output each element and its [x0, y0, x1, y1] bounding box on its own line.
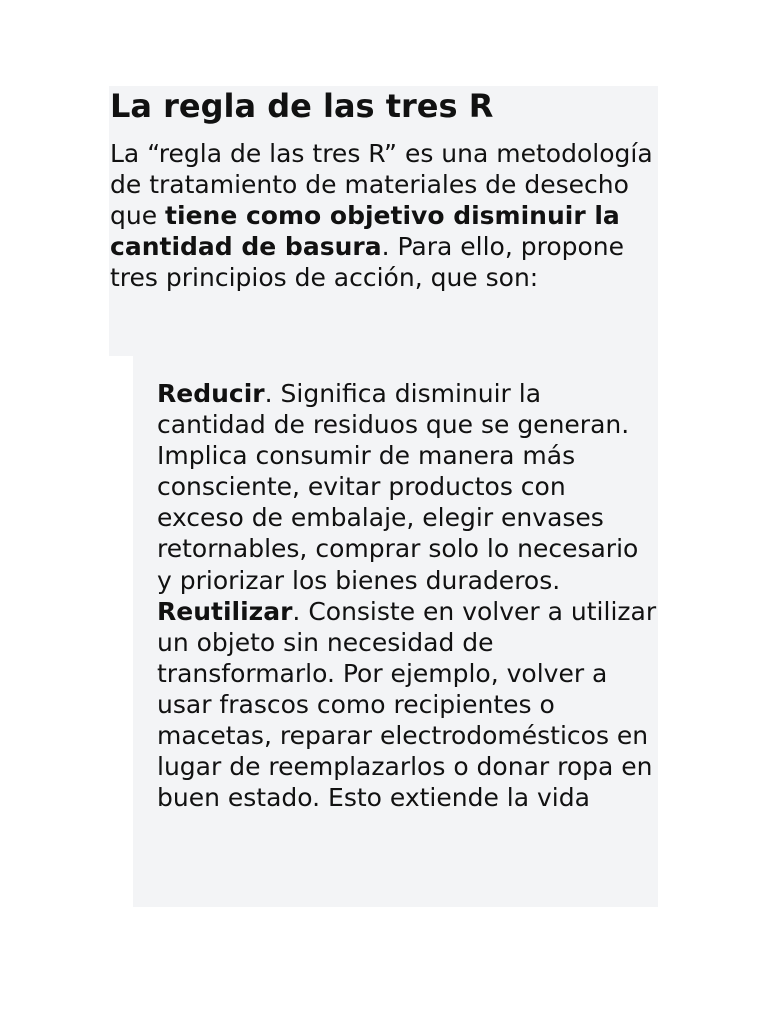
list-item-reutilizar — [157, 596, 657, 814]
list-item-reducir — [157, 378, 657, 596]
intro-bold-phrase: tiene como objetivo disminuir la cantidad de basura — [110, 201, 620, 262]
page-title: La regla de las tres R — [110, 87, 494, 125]
intro-text-end: . Para ello, propone tres principios de acción, que son: — [110, 232, 625, 293]
list-item-term: Reducir — [157, 379, 265, 408]
list-item-term: Reutilizar — [157, 596, 293, 626]
list-item-text: . Consiste en volver a utilizar un objeto sin necesidad de transformarlo. Por ejemplo, volver a usar frascos como recipientes o macetas, reparar electrodomésticos en lugar de reemplazarlos o donar ropa en buen estado. Esto extiende la vida — [157, 596, 657, 813]
principles-list — [157, 378, 657, 906]
list-item-text: . Significa disminuir la cantidad de residuos que se generan. Implica consumir de manera más consciente, evitar productos con exceso de embalaje, elegir envases retornables, comprar solo lo necesario y priorizar los bienes duraderos. — [157, 379, 639, 595]
intro-text-start: La “regla de las tres R” es una metodología de tratamiento de materiales de desecho que — [110, 139, 653, 231]
intro-paragraph — [110, 138, 658, 293]
